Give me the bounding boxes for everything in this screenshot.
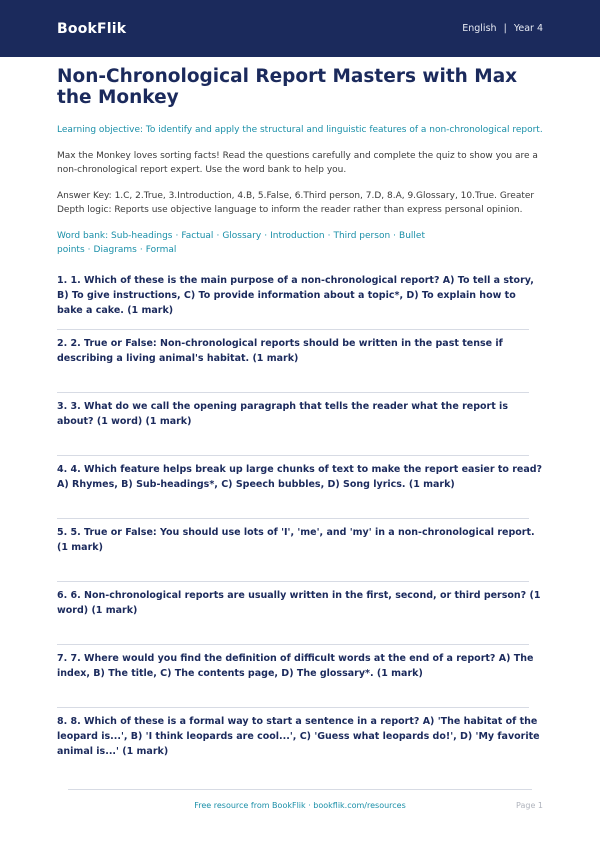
footer-divider [68,789,532,790]
question-item [57,525,543,588]
word-bank-separator: · [87,245,91,255]
subject-year-meta [462,23,543,34]
word-bank-separator: · [175,231,179,241]
word-bank-word: Bullet points [57,231,425,255]
question-text: 7. 7. Where would you find the definition of difficult words at the end of a report? A) The index, B) The title, C) The contents page, D) The glossary*. (1 mark) [57,653,534,679]
word-bank-separator: · [139,245,143,255]
word-bank-word: Diagrams [93,245,137,255]
answer-key: Answer Key: 1.C, 2.True, 3.Introduction, 4.B, 5.False, 6.Third person, 7.D, 8.A, 9.Glossary, 10.True. Greater Depth logic: Reports use objective language to inform the reader rather than express personal opinion. [57,191,535,215]
word-bank-separator: · [216,231,220,241]
question-text: 5. 5. True or False: You should use lots of 'I', 'me', and 'my' in a non-chronological report. (1 mark) [57,527,535,553]
page-title: Non-Chronological Report Masters with Max the Monkey [57,66,518,108]
question-text: 6. 6. Non-chronological reports are usually written in the first, second, or third person? (1 word) (1 mark) [57,590,541,616]
question-item [57,273,543,336]
question-text: 8. 8. Which of these is a formal way to start a sentence in a report? A) 'The habitat of the leopard is...', B) 'I think leopards are cool...', C) 'Guess what leopards do!', D) 'My favorite animal is...' (1 mark) [57,716,540,757]
word-bank-separator: · [327,231,331,241]
word-bank [57,229,543,257]
answer-line[interactable] [57,329,529,330]
question-item [57,588,543,651]
word-bank-word: Third person [333,231,391,241]
learning-objective: Learning objective: To identify and apply the structural and linguistic features of a non-chronological report. [57,125,543,135]
worksheet-content [57,66,543,777]
answer-line[interactable] [57,455,529,456]
answer-line[interactable] [57,644,529,645]
answer-line[interactable] [57,581,529,582]
page-number: Page 1 [516,801,543,810]
word-bank-word: Formal [145,245,177,255]
question-list [57,273,543,777]
question-item [57,651,543,714]
word-bank-label: Word bank: [57,231,109,241]
subject-label: English [462,23,497,34]
word-bank-word: Factual [181,231,214,241]
question-item [57,336,543,399]
question-item [57,462,543,525]
question-text: 4. 4. Which feature helps break up large chunks of text to make the report easier to read? A) Rhymes, B) Sub-headings*, C) Speech bubbles, D) Song lyrics. (1 mark) [57,464,543,490]
word-bank-word: Glossary [222,231,262,241]
word-bank-separator: · [264,231,268,241]
question-text: 3. 3. What do we call the opening paragraph that tells the reader what the report is about? (1 word) (1 mark) [57,401,508,427]
word-bank-words [57,231,425,255]
question-item [57,714,543,777]
word-bank-separator: · [393,231,397,241]
year-label: Year 4 [513,23,543,34]
page-footer [0,801,600,815]
footer-resource-link[interactable]: Free resource from BookFlik · bookflik.com/resources [194,801,406,810]
brand-logo[interactable]: BookFlik [57,20,127,37]
question-item [57,399,543,462]
header-bar [0,0,600,57]
intro-paragraph: Max the Monkey loves sorting facts! Read the questions carefully and complete the quiz to show you are a non-chronological report expert. Use the word bank to help you. [57,151,538,175]
answer-line[interactable] [57,707,529,708]
word-bank-word: Sub-headings [111,231,173,241]
meta-separator: | [503,23,507,34]
answer-line[interactable] [57,518,529,519]
answer-line[interactable] [57,392,529,393]
question-text: 1. 1. Which of these is the main purpose of a non-chronological report? A) To tell a story, B) To give instructions, C) To provide information about a topic*, D) To explain how to bake a cake. (1 mark) [57,275,534,316]
question-text: 2. 2. True or False: Non-chronological reports should be written in the past tense if describing a living animal's habitat. (1 mark) [57,338,503,364]
word-bank-word: Introduction [270,231,325,241]
